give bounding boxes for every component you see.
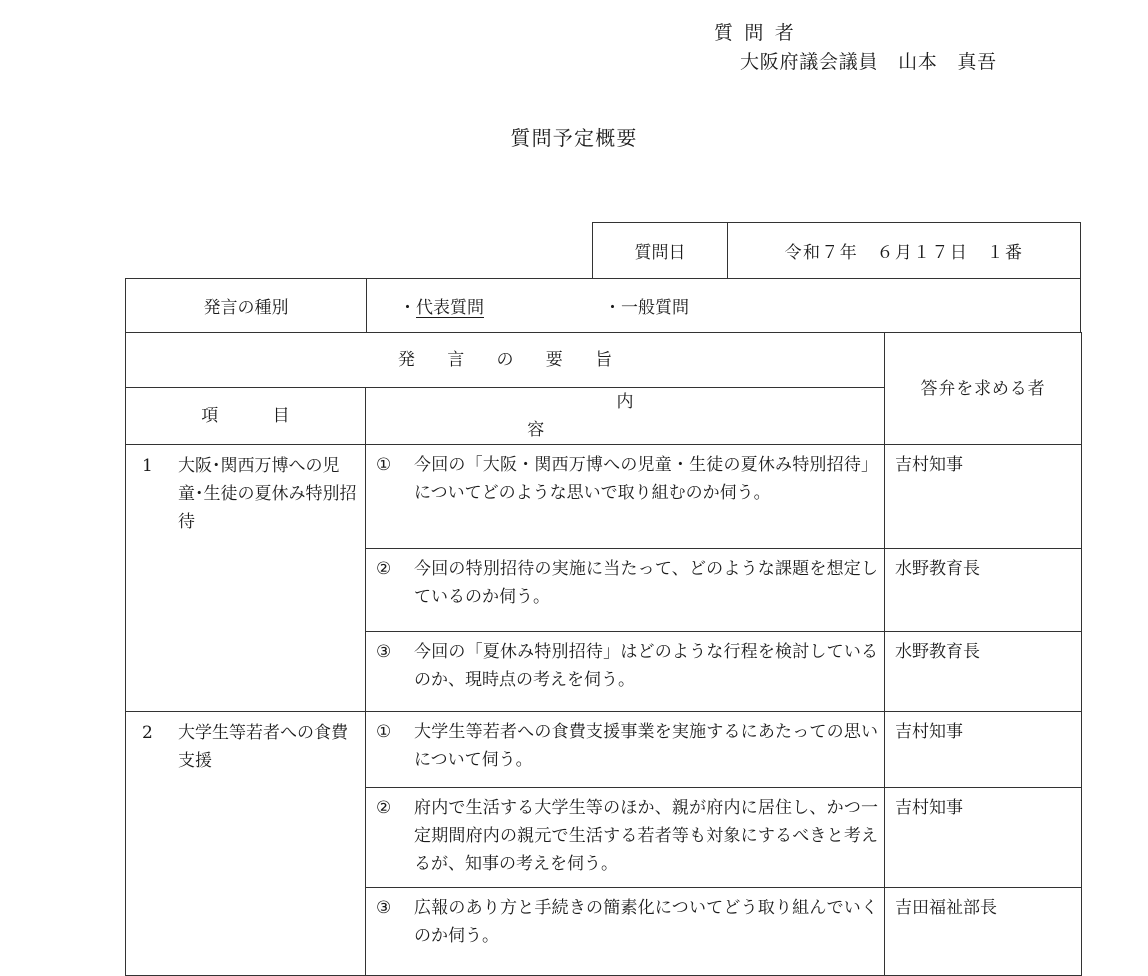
speech-type-row [125,278,1081,333]
respondent-cell: 吉村知事 [885,712,1082,788]
content-cell [366,445,885,549]
content-header-text: 内容 [527,392,812,440]
content-cell [366,788,885,888]
respondent-cell: 吉村知事 [885,788,1082,888]
question-date-value: 令和７年 ６月１７日 １番 [784,243,1024,263]
question-mark: ② [376,798,392,818]
question-text: 今回の特別招待の実施に当たって、どのような課題を想定しているのか伺う。 [414,559,879,607]
question-mark: ① [376,455,392,475]
speech-type-option-representative [399,293,484,318]
questioner-name: 大阪府議会議員 山本 真吾 [740,51,997,73]
question-text: 府内で生活する大学生等のほか、親が府内に居住し、かつ一定期間府内の親元で生活する若者等も対象にするべきと考えるが、知事の考えを伺う。 [414,798,879,874]
respondent-cell: 吉田福祉部長 [885,888,1082,976]
respondent-header-text: 答弁を求める者 [920,378,1046,399]
speech-type-option-general: ・一般質問 [604,298,689,318]
speech-type-options [367,279,1080,332]
question-text: 大学生等若者への食費支援事業を実施するにあたっての思いについて伺う。 [414,722,879,770]
question-text: 広報のあり方と手続きの簡素化についてどう取り組んでいくのか伺う。 [414,898,879,946]
bullet: ・ [399,298,416,318]
content-cell [366,549,885,632]
speech-type-label: 発言の種別 [126,279,367,332]
question-text: 今回の「夏休み特別招待」はどのような行程を検討しているのか、現時点の考えを伺う。 [414,642,879,690]
item-number: 1 [142,456,153,476]
respondent-cell: 水野教育長 [885,632,1082,712]
item-number: 2 [142,723,153,743]
summary-header [126,333,885,388]
question-date-box [592,222,1081,278]
item-cell [126,445,366,712]
item-title: 大学生等若者への食費支援 [178,723,348,771]
question-mark: ② [376,559,392,579]
item-header [126,388,366,445]
content-cell [366,632,885,712]
question-mark: ① [376,722,392,742]
question-date-label: 質問日 [593,223,728,278]
content-header [366,388,885,445]
respondent-cell: 吉村知事 [885,445,1082,549]
item-cell [126,712,366,976]
question-text: 今回の「大阪・関西万博への児童・生徒の夏休み特別招待」についてどのような思いで取り組むのか伺う。 [414,455,879,503]
content-cell [366,888,885,976]
questioner-heading: 質問者 [714,22,806,44]
summary-header-text: 発言の要旨 [397,350,645,370]
question-mark: ③ [376,642,392,662]
question-mark: ③ [376,898,392,918]
item-title: 大阪･関西万博への児童･生徒の夏休み特別招待 [178,456,357,532]
respondent-cell: 水野教育長 [885,549,1082,632]
question-summary-table [125,332,1082,976]
document-title: 質問予定概要 [510,126,638,150]
table-row [126,712,1082,788]
item-header-text: 項目 [201,406,345,426]
content-cell [366,712,885,788]
respondent-header [885,333,1082,445]
representative-question-label: 代表質問 [416,298,484,318]
table-row [126,445,1082,549]
